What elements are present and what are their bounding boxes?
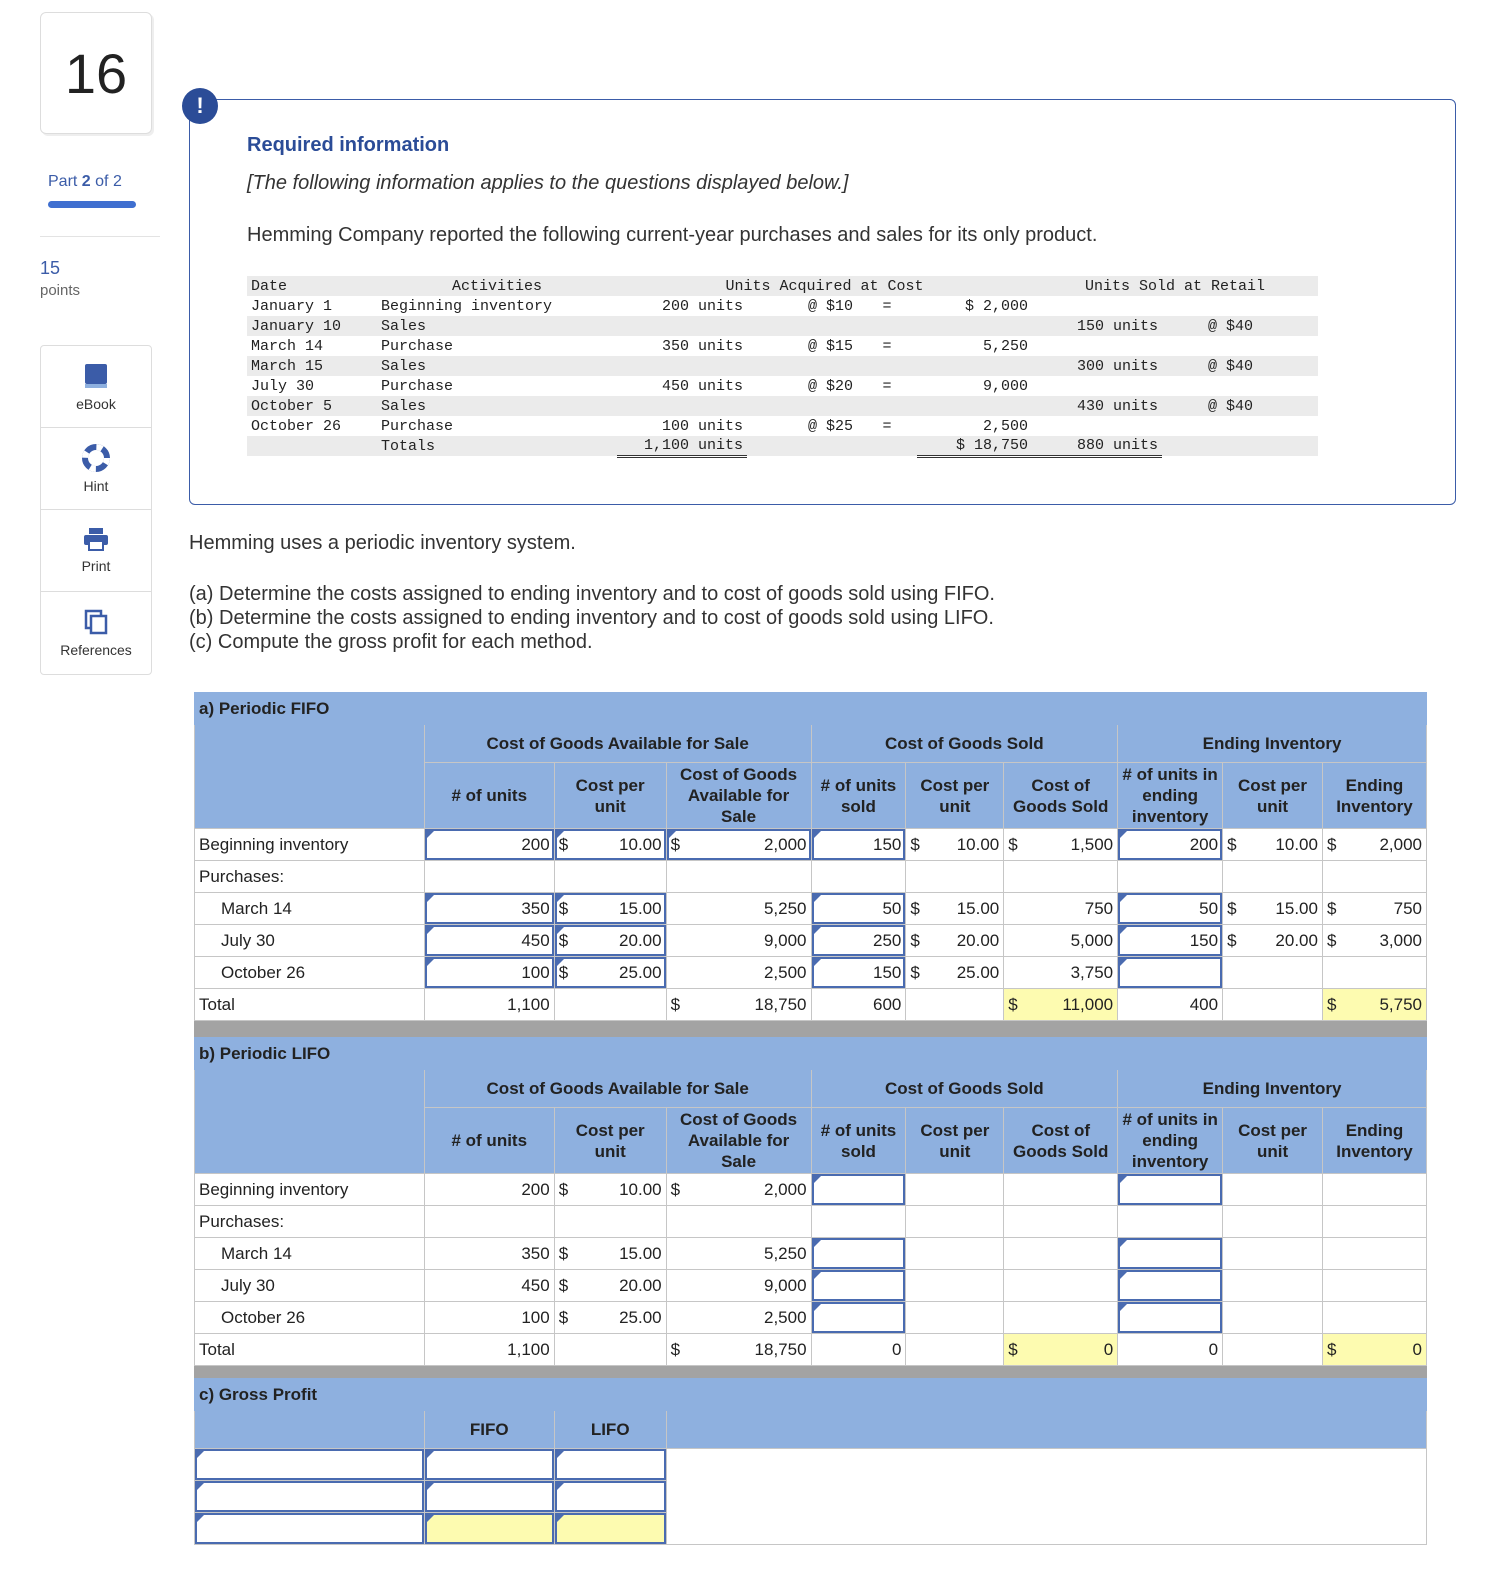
cell-cost: @ $15 [807,337,853,355]
dollar-sign: $ [910,834,920,854]
cell-date: October 26 [251,417,342,435]
cell-total [917,316,1032,336]
table-row [195,861,1427,893]
sold-cpu-cell [906,893,1004,925]
dollar-sign: $ [558,930,569,950]
question-number: 16 [40,12,152,134]
cell-date: October 5 [247,396,377,416]
dollar-sign: $ [558,1179,569,1199]
cell-date: March 15 [247,356,377,376]
total-cogs [1004,1334,1118,1366]
lifebuoy-icon [82,444,110,472]
gp-label-header [195,1411,425,1449]
cell-value: 2,000 [1379,834,1422,854]
gp-blank-header [666,1411,1426,1449]
lifo-input[interactable] [554,1481,666,1513]
ei-header: Ending Inventory [1322,763,1426,829]
ei-group-header: Ending Inventory [1118,725,1427,763]
fifo-gross-profit-input[interactable] [424,1513,554,1545]
hint-label: Hint [83,478,109,494]
cell-value: 1,500 [1070,834,1114,854]
printer-icon [82,526,110,552]
cell-eq: = [882,377,892,395]
dollar-sign: $ [1227,930,1237,950]
gross-profit-title: c) Gross Profit [195,1379,1427,1411]
units-cell: 100 [424,1302,554,1334]
cell-cost: @ $25 [807,417,853,435]
dollar-sign: $ [910,930,920,950]
total-cogas [666,1334,811,1366]
total-cogs [1004,989,1118,1021]
cell-cost [747,316,857,336]
question-c: (c) Compute the gross profit for each method. [189,631,593,653]
cell-value: 10.00 [1275,834,1318,854]
ei-cell [1322,829,1426,861]
sold-header: # of units sold [811,1108,906,1174]
table-row [195,1270,1427,1302]
total-units: 1,100 [424,989,554,1021]
gp-label-select[interactable] [195,1513,425,1545]
required-info-subtitle: [The following information applies to the questions displayed below.] [247,172,849,194]
ei-cpu-cell [1223,893,1323,925]
cell-value: 20.00 [1275,930,1318,950]
row-label: March 14 [195,893,425,925]
cell-value: 20.00 [619,930,662,950]
cogs-header: Cost of Goods Sold [1004,763,1118,829]
row-label: July 30 [195,925,425,957]
cpu-cell [554,1238,666,1270]
part-value: 2 [81,173,91,190]
total-ending-inventory [1322,1334,1426,1366]
dollar-sign: $ [558,1307,569,1327]
cell-units: 100 units [661,417,743,435]
cell-sold [1032,336,1162,356]
cell-value: 20.00 [956,930,1000,950]
ebook-label: eBook [76,396,116,412]
lifo-input[interactable] [554,1449,666,1481]
cell-activity: Purchase [381,377,454,395]
row-label: July 30 [195,1270,425,1302]
table-row [195,1206,1427,1238]
cogas-cell: 2,500 [666,957,811,989]
ei-group-header: Ending Inventory [1118,1070,1427,1108]
col-acquired: Units Acquired at Cost [617,276,1032,296]
cell-retail: @ $40 [1162,356,1257,376]
gp-label-select[interactable] [195,1481,425,1513]
dollar-sign: $ [910,898,920,918]
cell-cost [747,396,857,416]
table-row [195,1174,1427,1206]
units-cell: 350 [424,1238,554,1270]
row-label: October 26 [195,1302,425,1334]
cell-units [617,396,747,416]
cell-value: 3,000 [1379,930,1422,950]
cell-date: July 30 [251,377,315,395]
transactions-header [247,276,1318,296]
row-label: October 26 [195,957,425,989]
hint-button[interactable] [41,428,151,510]
total-units: 1,100 [424,1334,554,1366]
col-sold: Units Sold at Retail [1032,276,1318,296]
cell-cost: @ $20 [807,377,853,395]
part-label: Part [48,173,78,190]
cell-retail: @ $40 [1162,396,1257,416]
units-sold-input[interactable] [811,1270,906,1302]
row-label: Beginning inventory [195,1174,425,1206]
cpu-header: Cost per unit [906,1108,1004,1174]
question-b: (b) Determine the costs assigned to ending inventory and to cost of goods sold using LIFO. [189,607,994,629]
references-button[interactable] [41,592,151,674]
ebook-button[interactable] [41,346,151,428]
cell-units: 350 units [661,337,743,355]
dollar-sign: $ [1326,834,1337,854]
units-cell: 450 [424,1270,554,1302]
cogs-cell [1004,829,1118,861]
total-ending-units: 400 [1118,989,1223,1021]
dollar-sign: $ [670,834,681,854]
cell-retail [1162,376,1257,396]
table-row [247,336,1318,356]
cell-value: 15.00 [619,1243,662,1263]
units-input[interactable]: 350 [424,893,554,925]
cogas-header: Cost of Goods Available for Sale [666,1108,811,1174]
cell-eq: = [882,337,892,355]
cell-total: 2,500 [982,417,1028,435]
dollar-sign: $ [670,1179,681,1199]
cost-per-unit-input[interactable] [554,829,666,861]
gross-profit-worksheet [194,1378,1427,1545]
lifo-title: b) Periodic LIFO [195,1038,1427,1070]
cell-value: 15.00 [956,898,1000,918]
cogas-cell: 5,250 [666,893,811,925]
sold-header: # of units sold [811,763,906,829]
cell-value: 10.00 [619,834,662,854]
cpu-cell [554,1174,666,1206]
print-button[interactable] [41,510,151,592]
dollar-sign: $ [1326,994,1337,1014]
cell-sold: 430 units [1032,396,1162,416]
cell-total: 9,000 [982,377,1028,395]
dollar-sign: $ [1008,1339,1018,1359]
table-row [247,316,1318,336]
cell-totals-units: 1,100 units [617,436,747,456]
table-row [195,829,1427,861]
cell-retail: @ $40 [1162,316,1257,336]
table-row [247,416,1318,436]
cell-cost: @ $10 [807,297,853,315]
cell-retail [1162,336,1257,356]
cell-activity: Beginning inventory [381,297,553,315]
totals-row [247,436,1318,456]
cell-eq [857,356,917,376]
cell-value: 750 [1393,898,1422,918]
part-indicator [48,173,122,191]
cogas-input[interactable] [666,829,811,861]
cell-total [917,356,1032,376]
units-sold-input[interactable]: 150 [811,829,906,861]
cogs-header: Cost of Goods Sold [1004,1108,1118,1174]
table-row [247,396,1318,416]
cell-value: 25.00 [956,962,1000,982]
total-row [195,989,1427,1021]
cost-per-unit-input[interactable] [554,893,666,925]
ei-cell [1322,925,1426,957]
cell-value: 2,000 [763,834,807,854]
cell-sold: 150 units [1032,316,1162,336]
cogas-cell: 9,000 [666,1270,811,1302]
cell-value: 15.00 [619,898,662,918]
table-row [195,1449,1427,1481]
cell-value: 0 [1103,1339,1114,1359]
ending-units-input[interactable] [1118,1302,1223,1334]
cell-activity: Sales [377,316,617,336]
sold-cpu-cell [906,925,1004,957]
units-input[interactable]: 450 [424,925,554,957]
cogas-cell [666,1174,811,1206]
fifo-header: FIFO [424,1411,554,1449]
cogas-header: Cost of Goods Available for Sale [666,763,811,829]
dollar-sign: $ [1227,898,1237,918]
cell-units [617,356,747,376]
cell-totals-label: Totals [377,436,617,456]
cell-date: January 10 [247,316,377,336]
cell-units: 450 units [661,377,743,395]
cell-value: 18,750 [754,1339,807,1359]
units-sold-input[interactable] [811,1302,906,1334]
sold-cpu-cell [906,957,1004,989]
cell-value: 25.00 [619,962,662,982]
dollar-sign: $ [1326,930,1337,950]
lifo-gross-profit-input[interactable] [554,1513,666,1545]
cogs-cell: 5,000 [1004,925,1118,957]
table-row [247,356,1318,376]
units-header: # of units [424,1108,554,1174]
table-row [195,893,1427,925]
ei-cpu-cell [1223,925,1323,957]
cell-eq: = [882,297,892,315]
dollar-sign: $ [1326,1339,1337,1359]
dollar-sign: $ [558,1275,569,1295]
cell-total: 5,250 [982,337,1028,355]
cell-eq [857,396,917,416]
row-label: Total [195,1334,425,1366]
row-label-header [195,1070,425,1174]
total-row [195,1334,1427,1366]
divider [40,236,160,237]
table-row [195,957,1427,989]
fifo-input[interactable] [424,1481,554,1513]
row-label: Total [195,989,425,1021]
cogas-group-header: Cost of Goods Available for Sale [424,1070,811,1108]
dollar-sign: $ [558,962,569,982]
cell-value: 25.00 [619,1307,662,1327]
cell-units [617,316,747,336]
table-row [195,1513,1427,1545]
tool-panel [40,345,152,675]
cogas-cell: 9,000 [666,925,811,957]
ending-units-input[interactable] [1118,1238,1223,1270]
ending-units-input[interactable]: 150 [1118,925,1223,957]
cell-cost [747,356,857,376]
cpu-cell [554,1270,666,1302]
ei-header: Ending Inventory [1322,1108,1426,1174]
units-sold-input[interactable]: 150 [811,957,906,989]
cpu-header: Cost per unit [906,763,1004,829]
cell-activity: Purchase [381,337,454,355]
references-label: References [60,642,132,658]
row-label: Purchases: [195,861,425,893]
cell-total [917,396,1032,416]
total-ending-units: 0 [1118,1334,1223,1366]
dollar-sign: $ [670,1339,681,1359]
table-row [195,1238,1427,1270]
copy-icon [83,608,109,636]
cogs-group-header: Cost of Goods Sold [811,725,1118,763]
transactions-table [247,276,1318,458]
cpu-header: Cost per unit [554,1108,666,1174]
lifo-worksheet [194,1037,1427,1382]
cell-value: 11,000 [1062,994,1114,1014]
gp-label-select[interactable] [195,1449,425,1481]
cell-sold [1032,296,1162,316]
total-cogas [666,989,811,1021]
cpu-cell [554,1302,666,1334]
cell-activity: Purchase [381,417,454,435]
intro-text: Hemming Company reported the following current-year purchases and sales for its only product. [247,224,1098,246]
cogs-cell: 3,750 [1004,957,1118,989]
dollar-sign: $ [670,994,681,1014]
book-icon [83,362,109,390]
cell-value: 2,000 [763,1179,807,1199]
col-date: Date [247,276,377,296]
cell-value: 0 [1412,1339,1422,1359]
table-row [195,925,1427,957]
cogs-cell: 750 [1004,893,1118,925]
cost-per-unit-input[interactable] [554,925,666,957]
row-label: Purchases: [195,1206,425,1238]
cell-retail [1162,296,1257,316]
ending-units-input[interactable] [1118,957,1223,989]
table-row [247,376,1318,396]
sold-cpu-cell [906,829,1004,861]
col-activities: Activities [377,276,617,296]
total-sold: 0 [811,1334,906,1366]
units-sold-input[interactable]: 250 [811,925,906,957]
section-divider [195,1021,1427,1037]
ei-units-header: # of units in ending inventory [1118,763,1223,829]
cell-sold [1032,376,1162,396]
row-label: March 14 [195,1238,425,1270]
part-progress-bar [48,201,136,208]
alert-icon: ! [182,88,218,124]
cell-value: 5,750 [1379,994,1422,1014]
units-sold-input[interactable] [811,1174,906,1206]
cogas-cell: 5,250 [666,1238,811,1270]
units-input[interactable]: 200 [424,829,554,861]
cell-activity: Sales [377,396,617,416]
dollar-sign: $ [1008,994,1018,1014]
ei-cell [1322,893,1426,925]
table-row [195,1481,1427,1513]
cell-eq: = [882,417,892,435]
total-ending-inventory [1322,989,1426,1021]
cogas-cell: 2,500 [666,1302,811,1334]
dollar-sign: $ [1008,834,1018,854]
cell-sold: 300 units [1032,356,1162,376]
dollar-sign: $ [910,962,920,982]
fifo-input[interactable] [424,1449,554,1481]
cogs-group-header: Cost of Goods Sold [811,1070,1118,1108]
points-value: 15 [40,258,61,278]
cpu-header: Cost per unit [554,763,666,829]
cell-totals-cost: $ 18,750 [917,436,1032,456]
ending-units-input[interactable]: 200 [1118,829,1223,861]
ending-units-input[interactable]: 50 [1118,893,1223,925]
cell-value: 10.00 [619,1179,662,1199]
total-sold: 600 [811,989,906,1021]
cell-total: $ 2,000 [964,297,1028,315]
table-row [195,1302,1427,1334]
units-sold-input[interactable] [811,1238,906,1270]
units-sold-input[interactable]: 50 [811,893,906,925]
periodic-note: Hemming uses a periodic inventory system. [189,532,576,554]
cost-per-unit-input[interactable] [554,957,666,989]
cpu-header: Cost per unit [1223,1108,1323,1174]
dollar-sign: $ [558,898,569,918]
part-of: of 2 [95,173,122,190]
ending-units-input[interactable] [1118,1174,1223,1206]
dollar-sign: $ [558,834,569,854]
cell-value: 20.00 [619,1275,662,1295]
cpu-header: Cost per unit [1223,763,1323,829]
row-label: Beginning inventory [195,829,425,861]
cell-retail [1162,416,1257,436]
cell-date: January 1 [251,297,333,315]
cell-sold [1032,416,1162,436]
ei-cpu-cell [1223,829,1323,861]
cell-activity: Sales [377,356,617,376]
required-info-title: Required information [247,134,450,156]
units-cell: 200 [424,1174,554,1206]
fifo-worksheet [194,692,1427,1037]
cogas-group-header: Cost of Goods Available for Sale [424,725,811,763]
ei-units-header: # of units in ending inventory [1118,1108,1223,1174]
print-label: Print [81,558,111,574]
fifo-title: a) Periodic FIFO [195,693,1427,725]
row-label-header [195,725,425,829]
question-a: (a) Determine the costs assigned to ending inventory and to cost of goods sold using FIFO. [189,583,995,605]
units-input[interactable]: 100 [424,957,554,989]
units-header: # of units [424,763,554,829]
dollar-sign: $ [558,1243,569,1263]
ending-units-input[interactable] [1118,1270,1223,1302]
dollar-sign: $ [1326,898,1337,918]
cell-value: 10.00 [956,834,1000,854]
table-row [247,296,1318,316]
points-label: points [40,282,81,299]
dollar-sign: $ [1227,834,1237,854]
lifo-header: LIFO [554,1411,666,1449]
cell-eq [857,316,917,336]
cell-date: March 14 [251,337,324,355]
cell-totals-sold: 880 units [1032,436,1162,456]
cell-value: 18,750 [754,994,807,1014]
cell-value: 15.00 [1275,898,1318,918]
cell-units: 200 units [661,297,743,315]
